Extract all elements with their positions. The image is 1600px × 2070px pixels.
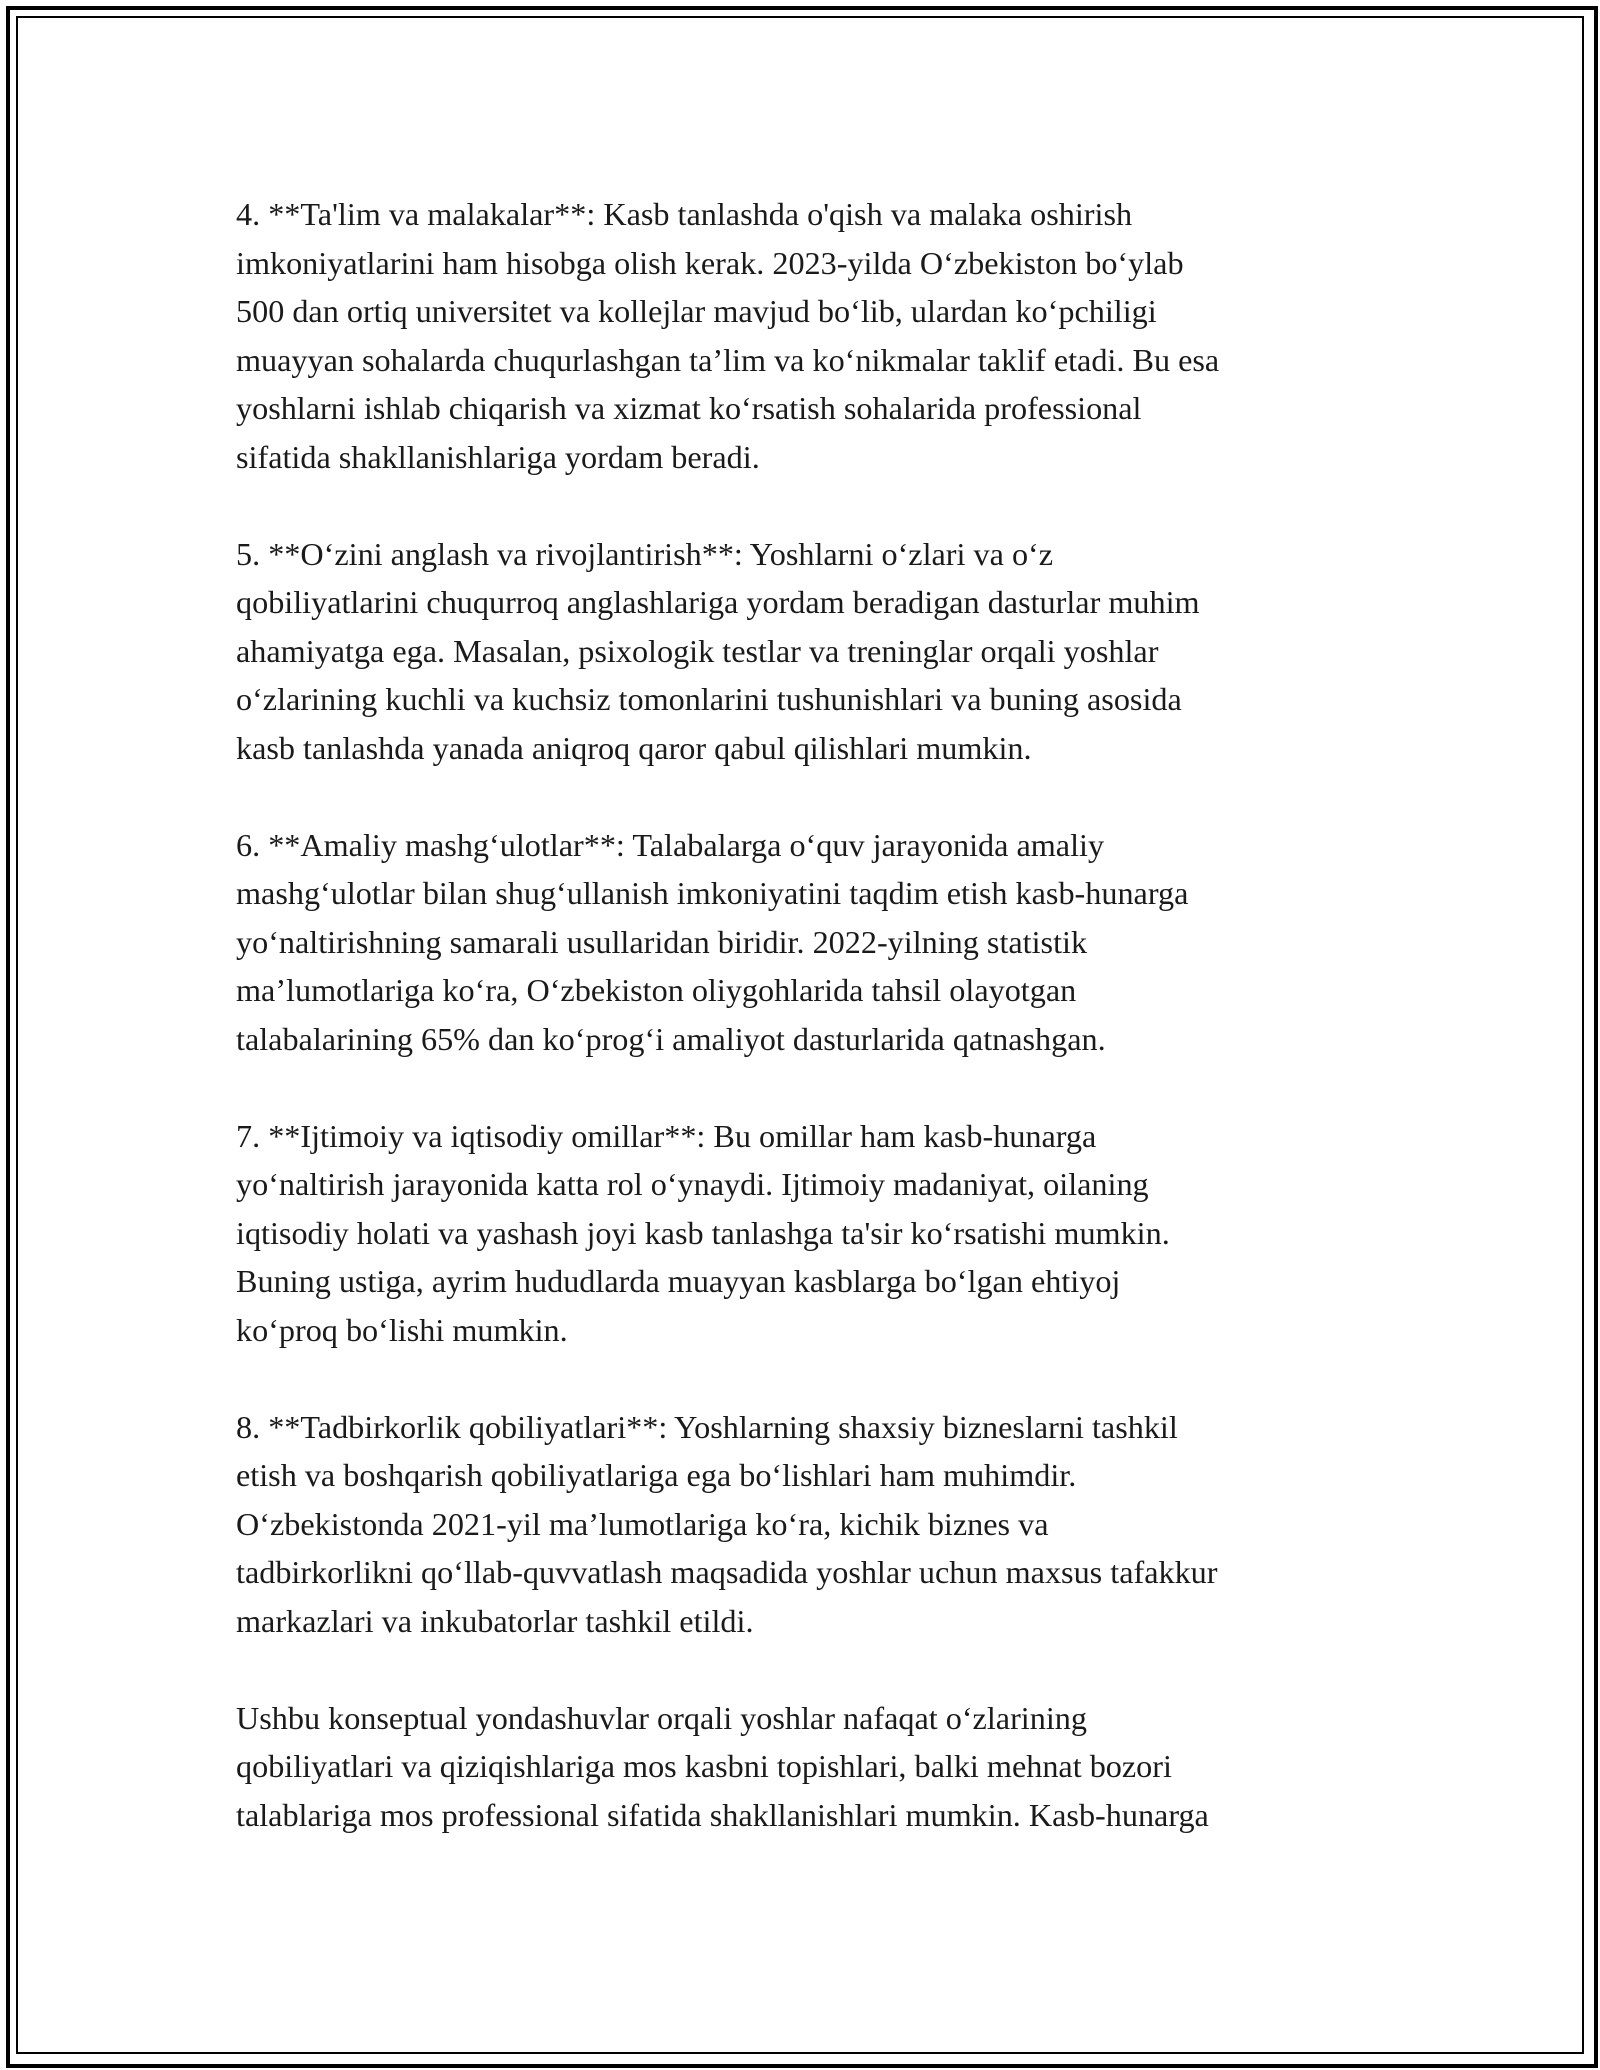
text-line: etish va boshqarish qobiliyatlariga ega bo‘lishlari ham muhimdir. (236, 1457, 1077, 1493)
text-line: tadbirkorlikni qo‘llab-quvvatlash maqsadida yoshlar uchun maxsus tafakkur (236, 1554, 1218, 1590)
text-line: 5. **O‘zini anglash va rivojlantirish**: Yoshlarni o‘zlari va o‘z (236, 535, 1054, 572)
text-line: muayyan sohalarda chuqurlashgan ta’lim va ko‘nikmalar taklif etadi. Bu esa (236, 341, 1220, 378)
text-line: o‘zlarining kuchli va kuchsiz tomonlarini tushunishlari va buning asosida (236, 681, 1182, 717)
text-line: talablariga mos professional sifatida shakllanishlari mumkin. Kasb-hunarga (236, 1796, 1209, 1833)
text-line: kasb tanlashda yanada aniqroq qaror qabul qilishlari mumkin. (236, 729, 1032, 766)
text-line: 7. **Ijtimoiy va iqtisodiy omillar**: Bu omillar ham kasb-hunarga (236, 1117, 1097, 1154)
text-line: Ushbu konseptual yondashuvlar orqali yoshlar nafaqat o‘zlarining (236, 1699, 1087, 1736)
text-line: markazlari va inkubatorlar tashkil etildi. (236, 1602, 754, 1639)
text-line: O‘zbekistonda 2021-yil ma’lumotlariga ko‘ra, kichik biznes va (236, 1505, 1049, 1542)
text-line: iqtisodiy holati va yashash joyi kasb tanlashga ta'sir ko‘rsatishi mumkin. (236, 1214, 1170, 1251)
text-line: ma’lumotlariga ko‘ra, O‘zbekiston oliygohlarida tahsil olayotgan (236, 972, 1077, 1008)
text-line: 4. **Ta'lim va malakalar**: Kasb tanlashda o'qish va malaka oshirish (236, 196, 1133, 232)
text-line: 8. **Tadbirkorlik qobiliyatlari**: Yoshlarning shaxsiy bizneslarni tashkil (236, 1408, 1178, 1445)
document-body (236, 190, 1381, 1839)
text-line: 500 dan ortiq universitet va kollejlar mavjud bo‘lib, ulardan ko‘pchiligi (236, 293, 1157, 329)
paragraph-talim-va-malakalar (236, 190, 1381, 481)
text-line: yoshlarni ishlab chiqarish va xizmat ko‘rsatish sohalarida professional (236, 390, 1142, 426)
paragraph-tadbirkorlik (236, 1403, 1381, 1646)
text-line: 6. **Amaliy mashg‘ulotlar**: Talabalarga o‘quv jarayonida amaliy (236, 826, 1105, 863)
text-line: Buning ustiga, ayrim hududlarda muayyan kasblarga bo‘lgan ehtiyoj (236, 1263, 1121, 1299)
paragraph-ijtimoiy-iqtisodiy (236, 1112, 1381, 1355)
paragraph-amaliy-mashgulotlar (236, 821, 1381, 1064)
text-line: qobiliyatlari va qiziqishlariga mos kasbni topishlari, balki mehnat bozori (236, 1748, 1172, 1784)
text-line: ahamiyatga ega. Masalan, psixologik testlar va treninglar orqali yoshlar (236, 632, 1159, 669)
paragraph-conclusion (236, 1694, 1381, 1840)
text-line: sifatida shakllanishlariga yordam beradi. (236, 438, 760, 475)
text-line: yo‘naltirishning samarali usullaridan biridir. 2022-yilning statistik (236, 923, 1088, 960)
paragraph-ozini-anglash (236, 530, 1381, 773)
text-line: mashg‘ulotlar bilan shug‘ullanish imkoniyatini taqdim etish kasb-hunarga (236, 875, 1189, 911)
text-line: imkoniyatlarini ham hisobga olish kerak. 2023-yilda O‘zbekiston bo‘ylab (236, 244, 1184, 281)
text-line: yo‘naltirish jarayonida katta rol o‘ynaydi. Ijtimoiy madaniyat, oilaning (236, 1166, 1149, 1202)
text-line: talabalarining 65% dan ko‘prog‘i amaliyot dasturlarida qatnashgan. (236, 1020, 1106, 1057)
text-line: qobiliyatlarini chuqurroq anglashlariga yordam beradigan dasturlar muhim (236, 584, 1200, 620)
text-line: ko‘proq bo‘lishi mumkin. (236, 1311, 568, 1348)
